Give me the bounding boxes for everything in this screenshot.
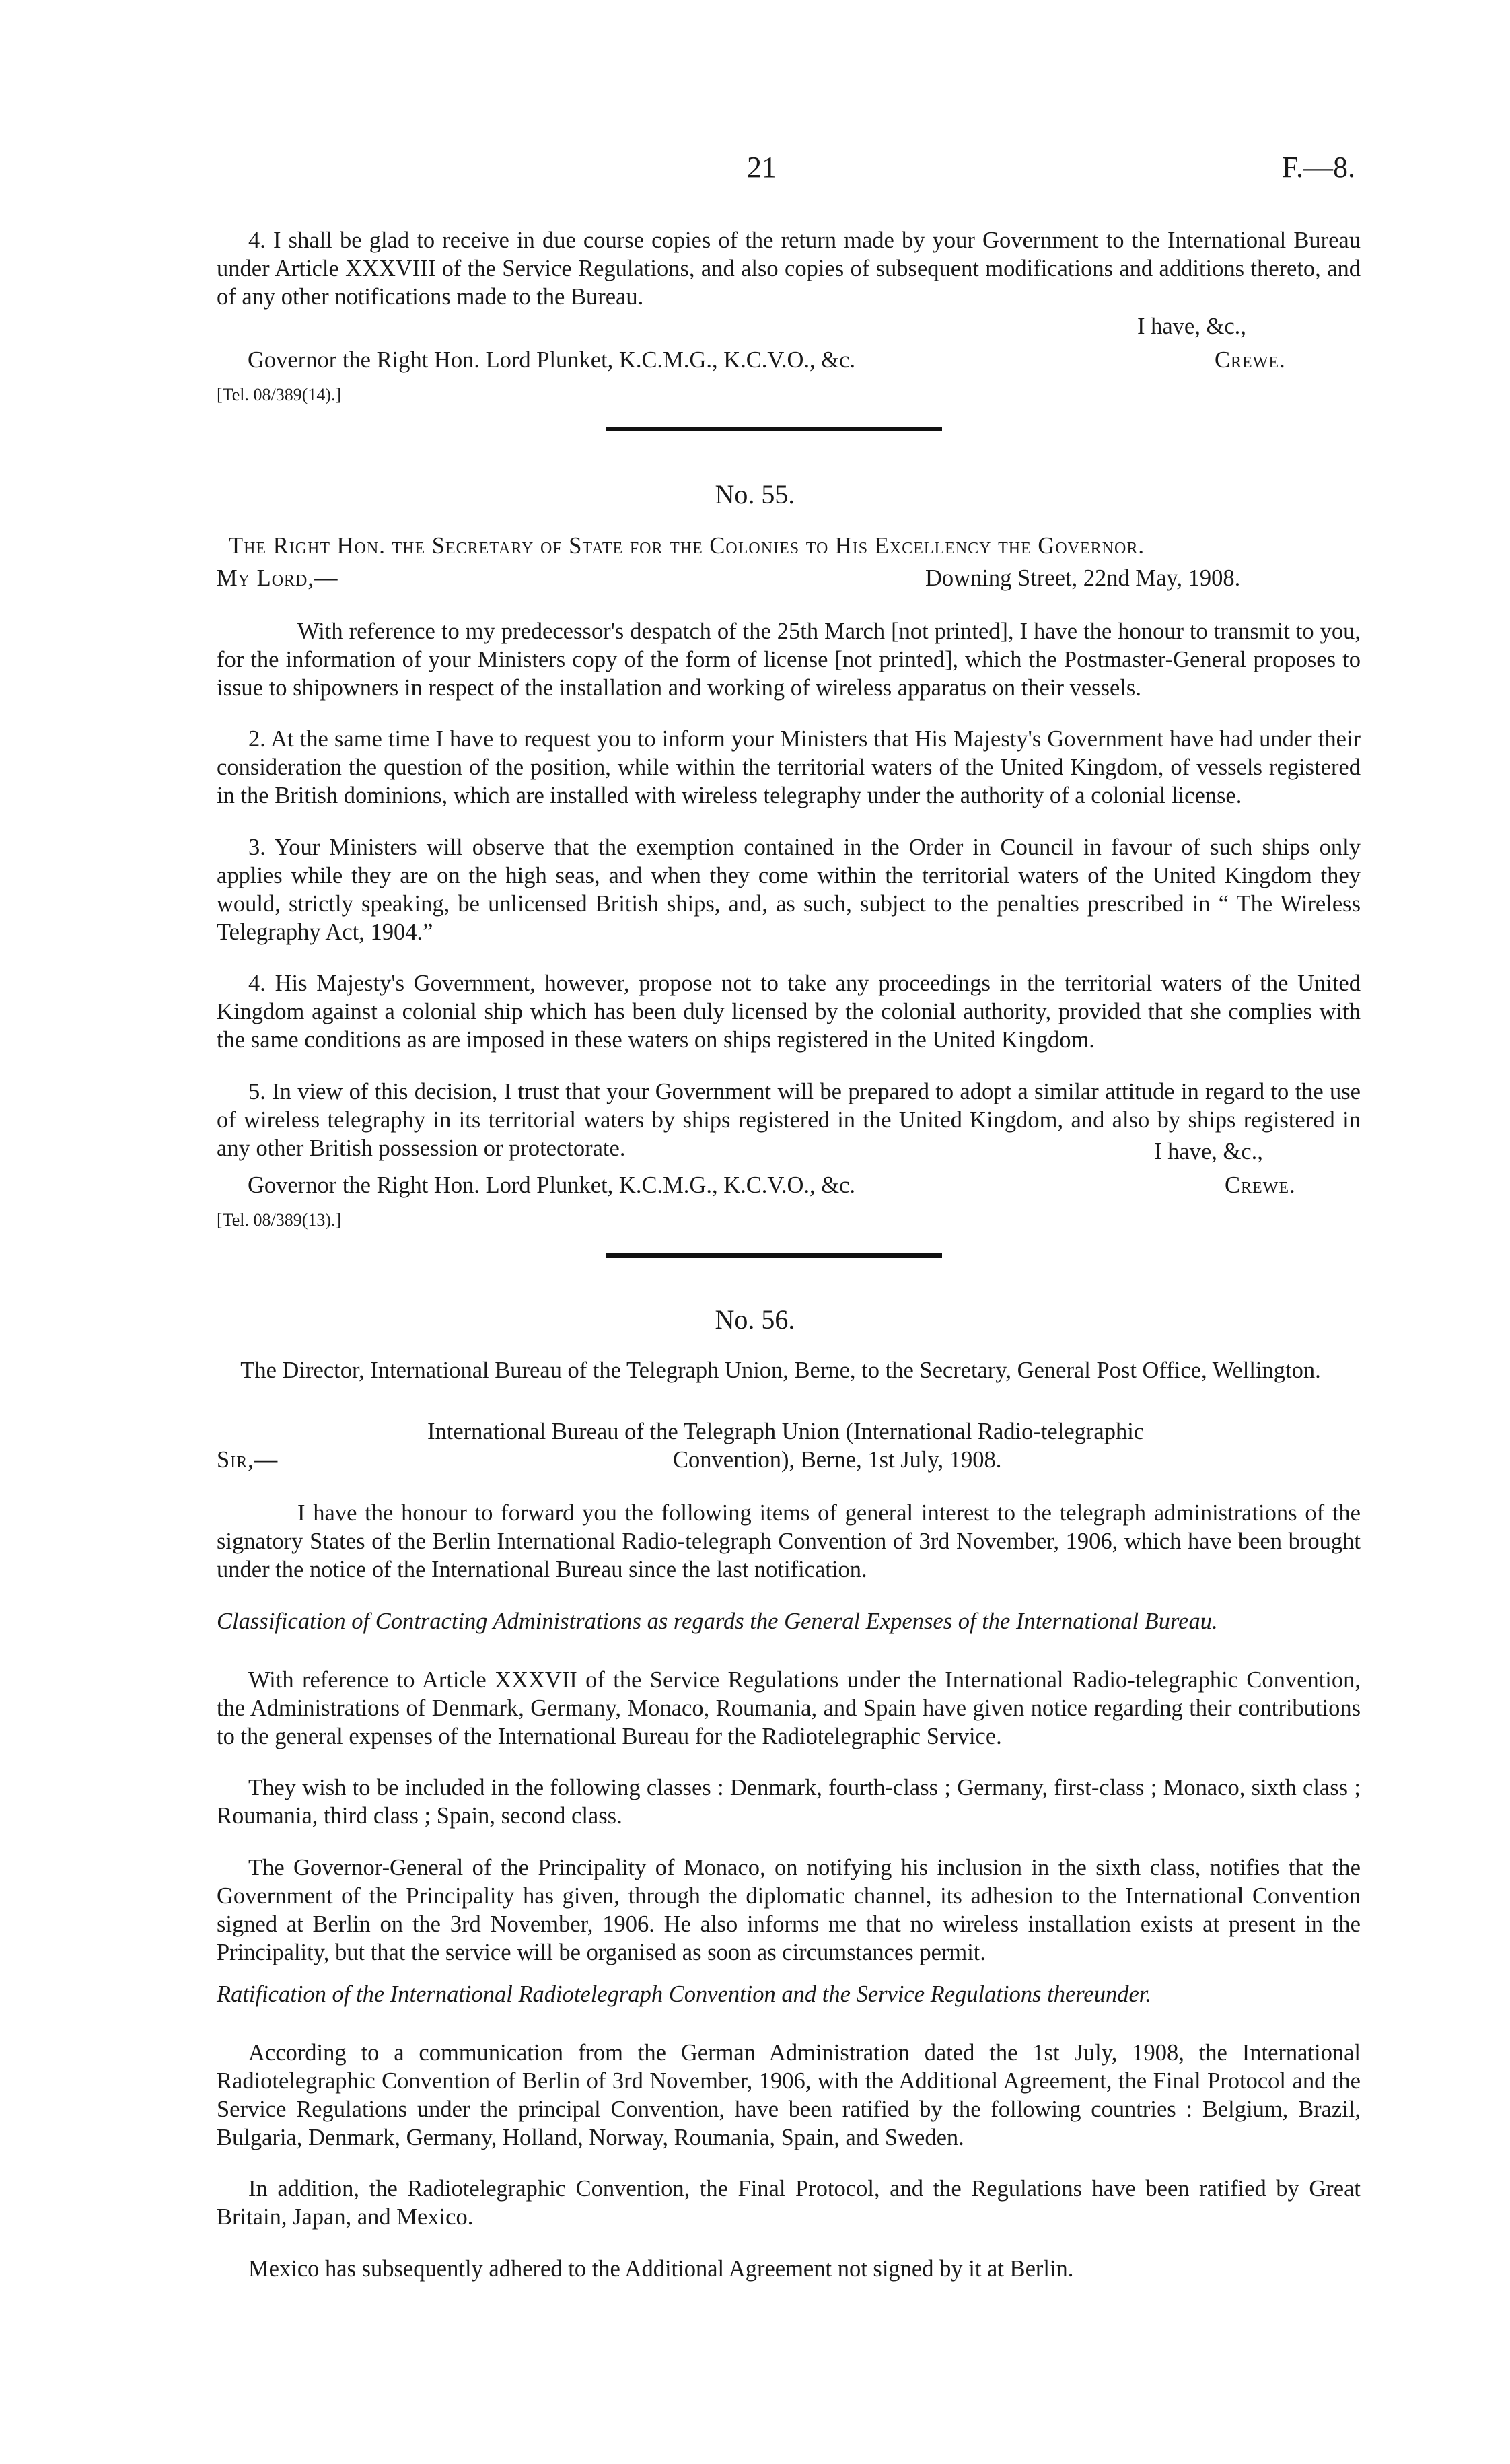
no55-addressee: Governor the Right Hon. Lord Plunket, K.C.M.G., K.C.V.O., &c.	[248, 1172, 856, 1198]
page-number: 21	[747, 151, 777, 184]
no56-salutation: Sir,—	[217, 1447, 279, 1473]
no55-salutation: My Lord,—	[217, 565, 338, 591]
no56-section2-heading: Ratification of the International Radiotelegraph Convention and the Service Regulations thereunder.	[217, 1981, 1152, 2007]
section-divider	[606, 427, 942, 431]
no55-place-date: Downing Street, 22nd May, 1908.	[925, 565, 1241, 591]
no56-from-to: The Director, International Bureau of the Telegraph Union, Berne, to the Secretary, General Post Office, Wellington.	[240, 1358, 1321, 1383]
section-divider	[606, 1253, 942, 1258]
prev-letter-closing: I have, &c.,	[1137, 314, 1246, 339]
no55-para-3: 3. Your Ministers will observe that the exemption contained in the Order in Council in favour of such ships only applies while they are on the high seas, and when they come within the territorial waters of the United Kingdom they would, strictly speaking, be unlicensed British ships, and, as such, subject to the penalties prescribed in “ The Wireless Telegraphy Act, 1904.”	[217, 834, 1361, 945]
no56-section2-para-2: In addition, the Radiotelegraphic Convention, the Final Protocol, and the Regulations have been ratified by Great Britain, Japan, and Mexico.	[217, 2176, 1361, 2230]
prev-letter-file-ref: [Tel. 08/389(14).]	[217, 385, 342, 404]
no55-from-to-text: The Right Hon. the Secretary of State for the Colonies to His Excellency the Governor.	[229, 533, 1145, 559]
no55-para-5: 5. In view of this decision, I trust that your Government will be prepared to adopt a similar attitude in regard to the use of wireless telegraphy in its territorial waters by ships registered in the United Kingdom, and also by ships registered in any other British possession or protectorate.	[217, 1078, 1361, 1161]
no56-title: No. 56.	[715, 1304, 795, 1335]
prev-letter-addressee: Governor the Right Hon. Lord Plunket, K.C.M.G., K.C.V.O., &c.	[248, 347, 856, 373]
no55-para-4: 4. His Majesty's Government, however, propose not to take any proceedings in the territorial waters of the United Kingdom against a colonial ship which has been duly licensed by the colonial authority, provided that she complies with the same conditions as are imposed in these waters on ships registered in the United Kingdom.	[217, 971, 1361, 1053]
no55-title: No. 55.	[715, 479, 795, 509]
no55-para-2: 2. At the same time I have to request you to inform your Ministers that His Majesty's Government have had under their consideration the question of the position, while within the territorial waters of the United Kingdom, of vessels registered in the British dominions, which are installed with wireless telegraphy under the authority of a colonial license.	[217, 726, 1361, 808]
no55-signatory: Crewe.	[1225, 1172, 1296, 1198]
no55-from-to	[229, 532, 1373, 560]
no56-section1-para-2: They wish to be included in the following classes : Denmark, fourth-class ; Germany, first-class ; Monaco, sixth class ; Roumania, third class ; Spain, second class.	[217, 1775, 1361, 1829]
no55-closing: I have, &c.,	[1154, 1139, 1263, 1164]
no56-sender-line1: International Bureau of the Telegraph Union (International Radio-telegraphic	[427, 1419, 1145, 1444]
no56-intro-text: I have the honour to forward you the following items of general interest to the telegraph administrations of the signatory States of the Berlin International Radio-telegraph Convention of 3rd November, 1906, which have been brought under the notice of the International Bureau since the last notification.	[217, 1500, 1361, 1582]
no56-section1-para-1: With reference to Article XXXVII of the Service Regulations under the International Radio-telegraphic Convention, the Administrations of Denmark, Germany, Monaco, Roumania, and Spain have given notice regarding their contributions to the general expenses of the International Bureau for the Radiotelegraphic Service.	[217, 1666, 1361, 1749]
no56-section2-para-1: According to a communication from the German Administration dated the 1st July, 1908, the International Radiotelegraphic Convention of Berlin of 3rd November, 1906, with the Additional Agreement, the Final Protocol and the Service Regulations under the principal Convention, have been ratified by the following countries : Belgium, Brazil, Bulgaria, Denmark, Germany, Holland, Norway, Roumania, Spain, and Sweden.	[217, 2039, 1361, 2150]
no56-sender-line2: Convention), Berne, 1st July, 1908.	[673, 1447, 1002, 1473]
no56-section1-body	[217, 1642, 1361, 1990]
no56-section1-para-3: The Governor-General of the Principality of Monaco, on notifying his inclusion in the sixth class, notifies that the Government of the Principality has given, through the diplomatic channel, its adhesion to the International Convention signed at Berlin on the 3rd November, 1906. He also informs me that no wireless installation exists at present in the Principality, but that the service will be organised as soon as circumstances permit.	[217, 1854, 1361, 1965]
prev-letter-para4: 4. I shall be glad to receive in due course copies of the return made by your Government to the International Bureau under Article XXXVIII of the Service Regulations, and also copies of subsequent modifications and additions thereto, and of any other notifications made to the Bureau.	[217, 227, 1361, 310]
no55-file-ref: [Tel. 08/389(13).]	[217, 1210, 342, 1230]
no55-body	[217, 594, 1361, 1185]
no56-section2-para-3: Mexico has subsequently adhered to the Additional Agreement not signed by it at Berlin.	[248, 2255, 1074, 2282]
prev-letter-signatory: Crewe.	[1215, 347, 1286, 373]
document-reference: F.—8.	[1282, 151, 1355, 184]
no56-section2-body	[217, 2015, 1361, 2306]
no55-para-1: With reference to my predecessor's despatch of the 25th March [not printed], I have the honour to transmit to you, for the information of your Ministers copy of the form of license [not printed], which the Postmaster-General proposes to issue to shipowners in respect of the installation and working of wireless apparatus on their vessels.	[217, 618, 1361, 701]
no56-intro	[217, 1475, 1361, 1607]
no56-section1-heading: Classification of Contracting Administrations as regards the General Expenses of the International Bureau.	[217, 1609, 1218, 1634]
